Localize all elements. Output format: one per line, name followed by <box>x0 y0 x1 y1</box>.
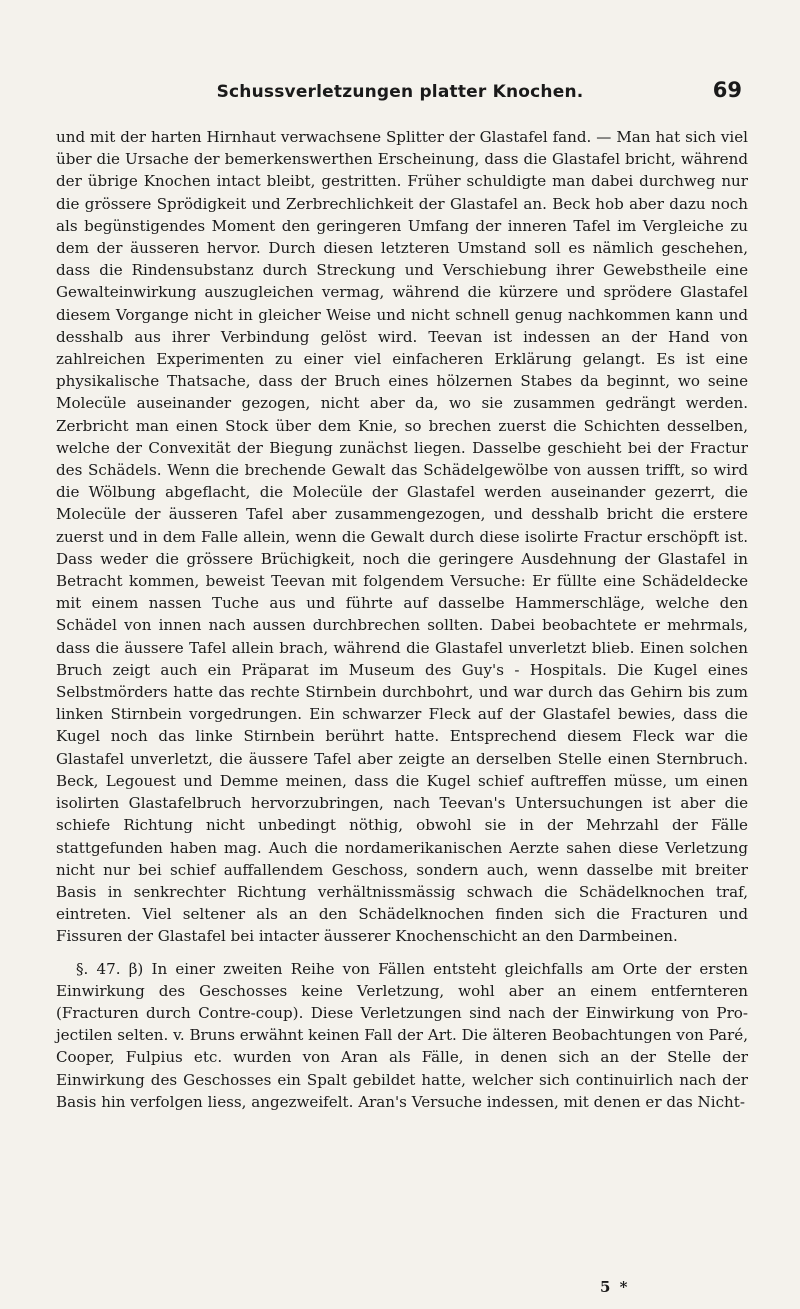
running-title: Schussverletzungen platter Knochen. <box>216 82 584 102</box>
body-text <box>56 126 748 1113</box>
paragraph-section-47: §. 47. β) In einer zweiten Reihe von Fällen entsteht gleichfalls am Orte der ersten Einwirkung des Geschosses keine Verletzung, wohl aber an einem entfernteren (Fracturen durch Contre-coup). Diese Verletzungen sind nach der Einwirkung von Projectilen selten. v. Bruns erwähnt keinen Fall der Art. Die älteren Beobachtungen von Paré, Cooper, Fulpius etc. wurden von Aran als Fälle, in denen sich an der Stelle der Einwirkung des Geschosses ein Spalt gebildet hatte, welcher sich continuirlich nach der Basis hin verfolgen liess, angezweifelt. Aran's Versuche indessen, mit denen er das Nicht- <box>56 959 748 1111</box>
page-number: 69 <box>712 78 742 102</box>
running-head <box>0 78 800 112</box>
signature-mark: 5 * <box>600 1278 630 1296</box>
paragraph-1: und mit der harten Hirnhaut verwachsene Splitter der Glastafel fand. — Man hat sich viel über die Ursache der bemerkenswerthen Erscheinung, dass die Glastafel bricht, während der übrige Knochen intact bleibt, gestritten. Früher schuldigte man dabei durchweg nur die grössere Sprödigkeit und Zerbrechlichkeit der Glastafel an. Beck hob aber dazu noch als begünstigendes Moment den geringeren Umfang der inneren Tafel im Vergleiche zu dem der äusseren hervor. Durch diesen letzteren Umstand soll es nämlich geschehen, dass die Rindensubstanz durch Streckung und Verschiebung ihrer Gewebstheile eine Gewalteinwirkung auszugleichen vermag, während die kürzere und sprödere Glastafel diesem Vorgange nicht in gleicher Weise und nicht schnell genug nachkommen kann und desshalb aus ihrer Verbindung gelöst wird. Teevan ist indessen an der Hand von zahlreichen Experimenten zu einer viel einfacheren Erklärung gelangt. Es ist eine physikalische Thatsache, dass der Bruch eines hölzernen Stabes da beginnt, wo seine Molecüle auseinander gezogen, nicht aber da, wo sie zusammen gedrängt werden. Zerbricht man einen Stock über dem Knie, so brechen zuerst die Schichten desselben, welche der Convexität der Biegung zunächst liegen. Dasselbe geschieht bei der Fractur des Schädels. Wenn die brechende Gewalt das Schädelgewölbe von aussen trifft, so wird die Wölbung abgeflacht, die Molecüle der Glastafel werden auseinander gezerrt, die Molecüle der äusseren Tafel aber zusammengezogen, und desshalb bricht die erstere zuerst und in dem Falle allein, wenn die Gewalt durch diese isolirte Fractur erschöpft ist. Dass weder die grössere Brüchigkeit, noch die geringere Ausdehnung der Glastafel in Betracht kommen, beweist Teevan mit folgendem Versuche: Er füllte eine Schädeldecke mit einem nassen Tuche aus und führte auf dasselbe Hammerschläge, welche den Schädel von innen nach aussen durchbrechen sollten. Dabei beobachtete er mehrmals, dass die äussere Tafel allein brach, während die Glastafel unverletzt blieb. Einen solchen Bruch zeigt auch ein Präparat im Museum des Guy's - Hospitals. Die Kugel eines Selbstmörders hatte das rechte Stirnbein durchbohrt, und war durch das Gehirn bis zum linken Stirnbein vorgedrungen. Ein schwarzer Fleck auf der Glastafel bewies, dass die Kugel noch das linke Stirnbein berührt hatte. Entsprechend diesem Fleck war die Glastafel unverletzt, die äussere Tafel aber zeigte an derselben Stelle einen Sternbruch. Beck, Legouest und Demme meinen, dass die Kugel schief auftreffen müsse, um einen isolirten Glastafelbruch hervorzubringen, nach Teevan's Untersuchungen ist aber die schiefe Richtung nicht unbedingt nöthig, obwohl sie in der Mehrzahl der Fälle stattgefunden haben mag. Auch die nordamerikanischen Aerzte sahen diese Verletzung nicht nur bei schief auffallendem Geschoss, sondern auch, wenn dasselbe mit breiter Basis in senkrechter Richtung verhältnissmässig schwach die Schädelknochen traf, eintreten. Viel seltener als an den Schädelknochen finden sich die Fracturen und Fissuren der Glastafel bei intacter äusserer Knochenschicht an den Darmbeinen. <box>56 128 748 946</box>
